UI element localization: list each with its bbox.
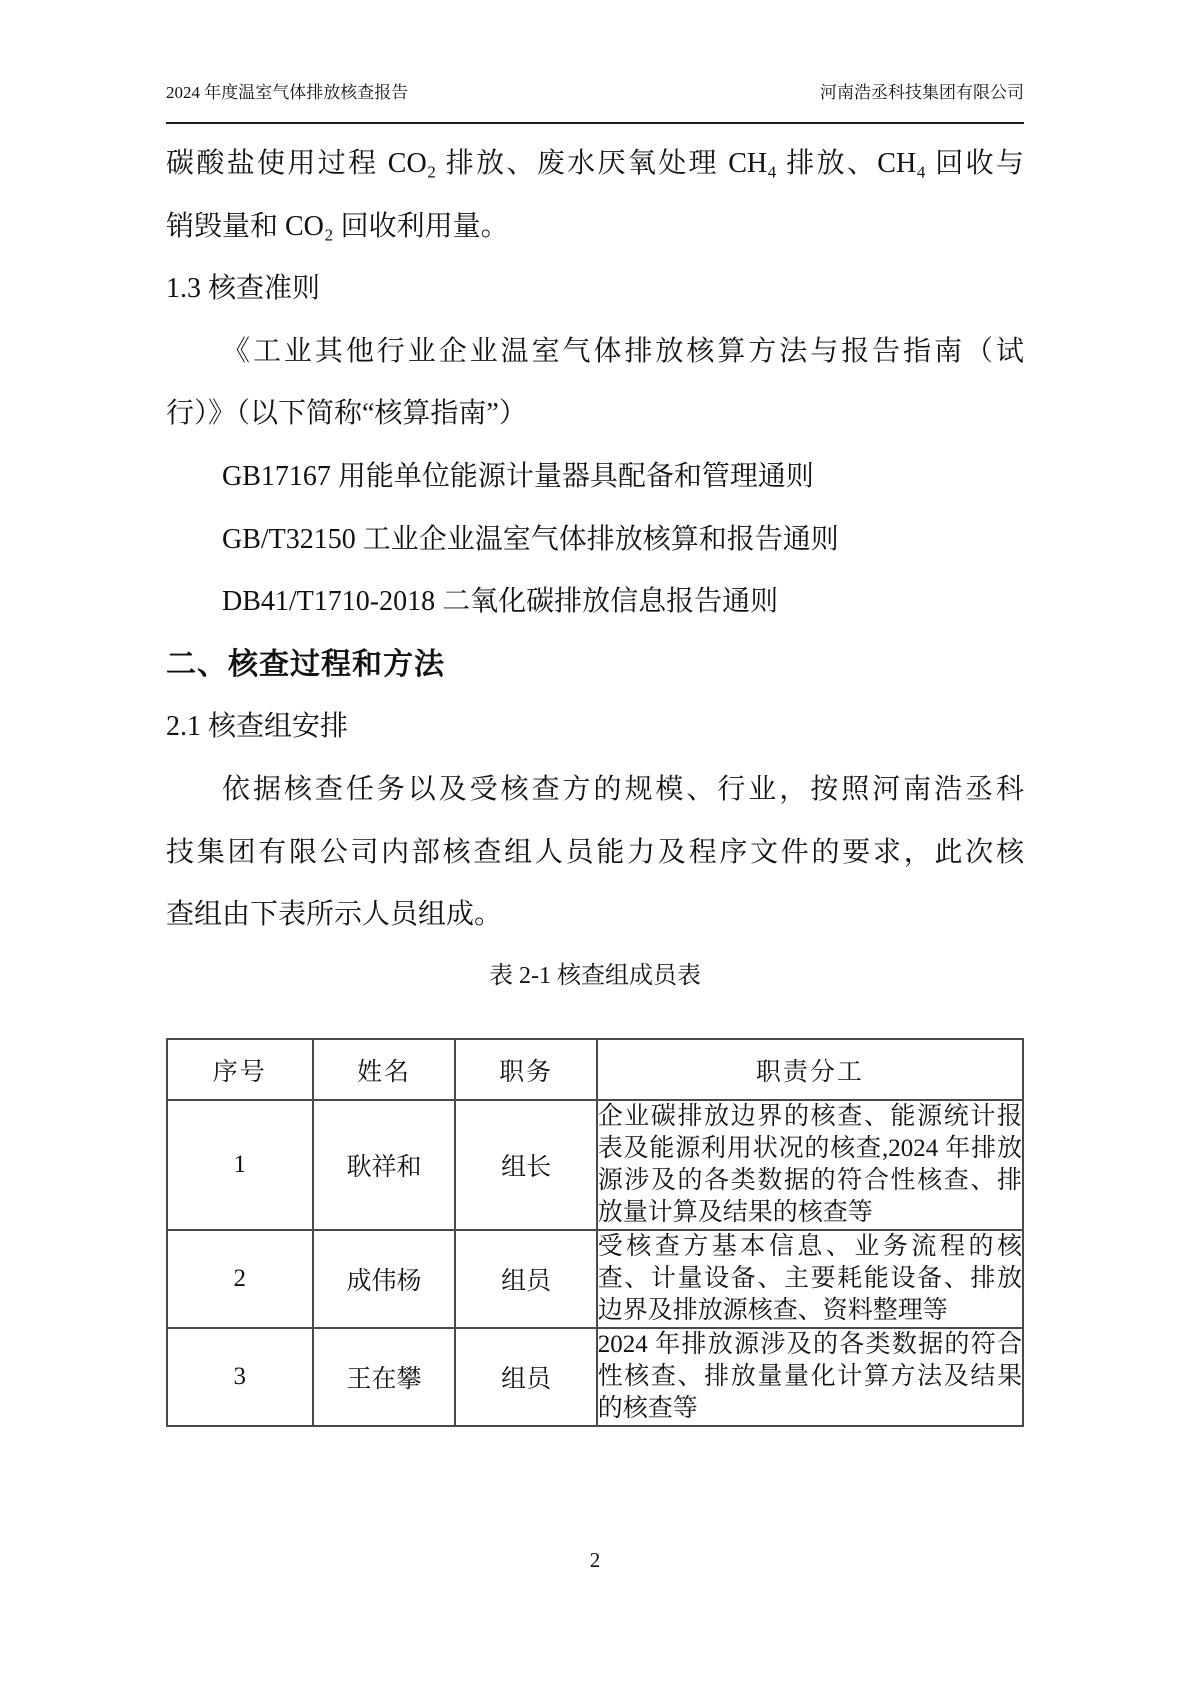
cell-duty: 2024 年排放源涉及的各类数据的符合性核查、排放量量化计算方法及结果的核查等 [597,1328,1023,1426]
cell-name: 王在攀 [313,1328,456,1426]
paragraph-line: 碳酸盐使用过程 CO₂ 排放、废水厌氧处理 CH₄ 排放、CH₄ 回收与 [166,148,1024,179]
cell-role: 组员 [455,1328,596,1426]
cell-seq: 1 [167,1100,313,1230]
cell-role: 组员 [455,1230,596,1328]
table-header-row [167,1039,1023,1100]
cell-duty: 企业碳排放边界的核查、能源统计报表及能源利用状况的核查,2024 年排放源涉及的各类数据的符合性核查、排放量计算及结果的核查等 [597,1100,1023,1230]
cell-role: 组长 [455,1100,596,1230]
cell-name: 耿祥和 [313,1100,456,1230]
header-report-title: 2024 年度温室气体排放核查报告 [166,83,409,102]
page-number: 2 [589,1548,601,1572]
paragraph-line: 销毁量和 CO₂ 回收利用量。 [166,210,509,242]
table-row [167,1328,1023,1426]
document-body [166,133,1024,947]
paragraph-line: 《工业其他行业企业温室气体排放核算方法与报告指南（试 [222,335,1024,367]
standard-reference: GB17167 用能单位能源计量器具配备和管理通则 [222,460,814,492]
table-row [167,1100,1023,1230]
section-heading-1-3: 1.3 核查准则 [166,273,321,305]
chapter-heading-2: 二、核查过程和方法 [166,647,445,681]
cell-duty: 受核查方基本信息、业务流程的核查、计量设备、主要耗能设备、排放边界及排放源核查、资料整理等 [597,1230,1023,1328]
table-caption: 表 2-1 核查组成员表 [489,963,701,989]
header-company-name: 河南浩丞科技集团有限公司 [820,83,1024,102]
standard-reference: GB/T32150 工业企业温室气体排放核算和报告通则 [222,523,839,555]
column-header-role: 职务 [455,1039,596,1100]
table-row [167,1230,1023,1328]
paragraph-line: 行）》（以下简称“核算指南”） [166,398,527,430]
column-header-seq: 序号 [167,1039,313,1100]
paragraph-line: 技集团有限公司内部核查组人员能力及程序文件的要求，此次核 [166,836,1024,868]
verification-team-table [166,1038,1024,1427]
header-divider [166,122,1024,124]
section-heading-2-1: 2.1 核查组安排 [166,711,349,743]
cell-seq: 2 [167,1230,313,1328]
paragraph-line: 查组由下表所示人员组成。 [166,899,503,931]
column-header-duty: 职责分工 [597,1039,1023,1100]
cell-seq: 3 [167,1328,313,1426]
cell-name: 成伟杨 [313,1230,456,1328]
column-header-name: 姓名 [313,1039,456,1100]
paragraph-line: 依据核查任务以及受核查方的规模、行业，按照河南浩丞科 [222,773,1024,805]
standard-reference: DB41/T1710-2018 二氧化碳排放信息报告通则 [222,586,779,618]
